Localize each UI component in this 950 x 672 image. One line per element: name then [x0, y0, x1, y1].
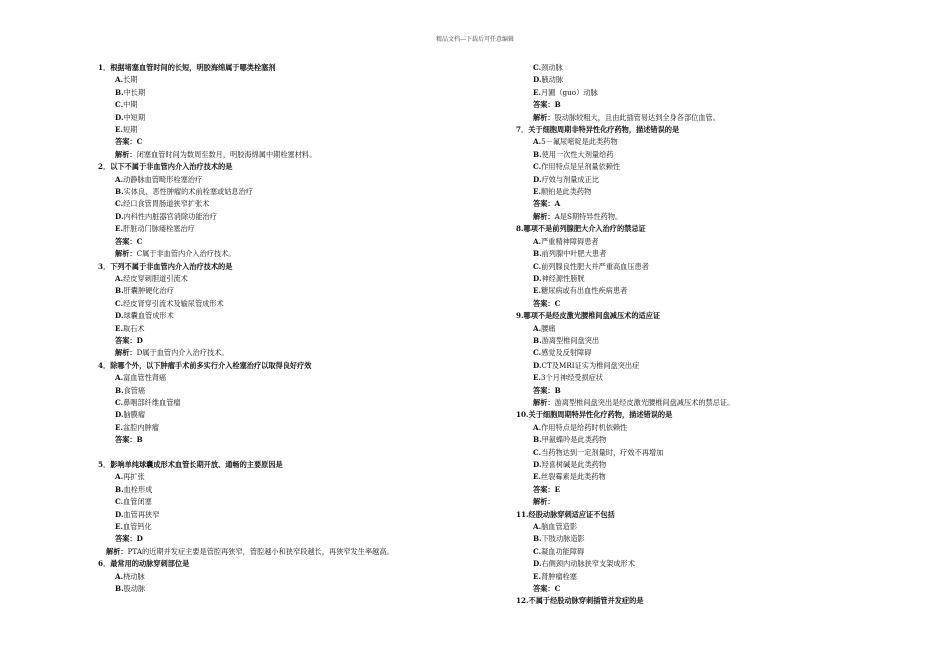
blank-line [98, 447, 438, 459]
option-e: E.肝脏动门脉瘘栓塞治疗 [115, 224, 195, 234]
option-e: E.肾肿瘤栓塞 [533, 571, 577, 581]
option-d: D.右侧颈内动脉狭窄支架成形术 [533, 559, 635, 569]
explanation: 解析：PTA的近期并发症主要是管腔再狭窄，管腔越小和狭窄段越长，再狭窄发生率越高。 [106, 546, 394, 556]
explanation: 解析：C属于非血管内介入治疗技术。 [115, 249, 236, 259]
question-title: 11.经股动脉穿刺适应证不包括 [516, 509, 615, 519]
question-6-continued [516, 62, 861, 124]
option-b: B.食管癌 [115, 385, 146, 395]
option-c: C.前列腺良性肥大并严重高血压患者 [533, 261, 649, 271]
option-b: B.游离型椎间盘突出 [533, 335, 600, 345]
question-3 [98, 261, 438, 360]
question-2 [98, 161, 438, 260]
option-d: D.羟喜树碱是此类药物 [533, 460, 607, 469]
option-a: A.长期 [115, 75, 138, 85]
option-d: D.疗效与剂量成正比 [533, 174, 599, 184]
question-title: 7．关于细胞周期非特异性化疗药物，描述错误的是 [516, 125, 680, 135]
option-c: C.凝血功能障碍 [533, 546, 585, 556]
option-a: A.严重精神障碍患者 [533, 236, 599, 246]
answer: 答案：B [115, 435, 143, 445]
question-6 [98, 558, 438, 595]
answer: 答案：A [533, 199, 561, 209]
question-9 [516, 310, 861, 409]
question-10 [516, 409, 861, 508]
option-e: E.血管钙化 [115, 522, 152, 532]
question-title: 5．影响单纯球囊成形术血管长期开放、通畅的主要原因是 [98, 459, 283, 469]
option-d: D.血管再狭窄 [115, 509, 160, 519]
option-e: E.糖尿病或有出血性疾病患者 [533, 286, 628, 296]
option-e: E.取石术 [115, 323, 145, 333]
option-b: B.下肢动脉造影 [533, 534, 585, 544]
answer: 答案：E [533, 484, 561, 494]
question-title: 9.哪项不是经皮激光腰椎间盘减压术的适应证 [516, 311, 661, 321]
answer: 答案：D [115, 335, 143, 345]
answer: 答案：C [115, 236, 143, 246]
option-a: A.桡动脉 [115, 571, 145, 581]
answer: 答案：C [533, 298, 561, 308]
explanation: 解析：游离型椎间盘突出是经皮激光腰椎间盘减压术的禁忌证。 [533, 397, 735, 407]
answer: 答案：B [533, 385, 561, 395]
option-b: B.使用一次性大剂量给药 [533, 149, 614, 159]
explanation: 解析：D属于血管内介入治疗技术。 [115, 348, 229, 358]
question-11 [516, 509, 861, 596]
explanation: 解析：闭塞血管时间为数周至数月，明胶海绵属中期栓塞材料。 [115, 149, 317, 159]
option-d: D.脑膜瘤 [115, 410, 146, 420]
option-d: D.球囊血管成形术 [115, 311, 174, 321]
option-c: C.颈动脉 [533, 63, 563, 72]
left-column [98, 62, 438, 595]
option-e: E.盆腔内肿瘤 [115, 422, 159, 432]
option-d: D.CT及MRI证实为椎间盘突出症 [533, 360, 640, 370]
option-a: A.5－氟尿嘧啶是此类药物 [533, 137, 618, 147]
option-e: E.短期 [115, 125, 138, 135]
question-5 [98, 459, 438, 558]
option-e: E.月圃（guo）动脉 [533, 87, 598, 97]
option-c: C.血管闭塞 [115, 497, 152, 507]
page-header: 精品文档---下载后可任意编辑 [435, 36, 515, 43]
question-8 [516, 223, 861, 310]
question-7 [516, 124, 861, 223]
option-d: D.内科性内脏器官消除功能治疗 [115, 211, 217, 221]
question-title: 12.不属于经股动脉穿刺插管并发症的是 [516, 596, 644, 606]
option-b: B.实体良、恶性肿瘤的术前栓塞或姑息治疗 [115, 187, 253, 197]
option-a: A.富血管性肾癌 [115, 373, 167, 383]
option-d: D.中短期 [115, 112, 146, 122]
option-b: B.甲氨蝶呤是此类药物 [533, 435, 607, 445]
option-a: A.经皮穿刺胆道引流术 [115, 273, 188, 283]
option-e: E.顺铂是此类药物 [533, 187, 592, 197]
option-d: D.神经源性膀胱 [533, 273, 585, 283]
question-title: 4．除哪个外，以下肿瘤手术前多实行介入栓塞治疗以取得良好疗效 [98, 360, 312, 370]
option-a: A.再扩张 [115, 472, 145, 482]
option-e: E.3个月神经受损症状 [533, 373, 604, 383]
option-a: A.脑血管造影 [533, 522, 578, 532]
option-b: B.前列腺中叶肥大患者 [533, 249, 607, 259]
option-a: A.动静脉血管畸形栓塞治疗 [115, 174, 203, 184]
question-1 [98, 62, 438, 161]
option-c: C.中期 [115, 100, 138, 110]
option-a: A.腰痛 [533, 323, 556, 333]
option-c: C.鼻咽部纤维血管瘤 [115, 397, 181, 407]
answer: 答案：D [115, 534, 143, 544]
option-c: C.经口食管胃肠道狭窄扩张术 [115, 199, 210, 209]
question-4 [98, 360, 438, 447]
answer: 答案：C [533, 584, 561, 594]
option-b: B.肝囊肿硬化治疗 [115, 286, 174, 296]
option-c: C.作用特点是呈剂量依赖性 [533, 162, 621, 172]
option-c: C.感觉及反射障碍 [533, 348, 592, 358]
right-column [516, 62, 861, 608]
option-b: B.股动脉 [115, 584, 146, 594]
option-b: B.中长期 [115, 87, 146, 97]
explanation: 解析：A是S期特异性药物。 [533, 211, 623, 221]
question-title: 6．最常用的动脉穿刺部位是 [98, 559, 190, 569]
option-c: C.当药物达到一定剂量时，疗效不再增加 [533, 447, 664, 457]
answer: 答案：B [533, 100, 561, 110]
question-12 [516, 595, 861, 607]
option-a: A.作用特点是给药时机依赖性 [533, 422, 628, 432]
option-c: C.经皮肾穿引流术及输尿管成形术 [115, 298, 224, 308]
option-b: B.血栓形成 [115, 484, 153, 494]
question-title: 10.关于细胞周期特异性化疗药物，描述错误的是 [516, 410, 673, 420]
question-title: 2．以下不属于非血管内介入治疗技术的是 [98, 162, 233, 172]
explanation: 解析： [533, 497, 555, 507]
question-title: 1．根据堵塞血管时间的长短，明胶海绵属于哪类栓塞剂 [98, 63, 276, 72]
option-e: E.丝裂霉素是此类药物 [533, 472, 606, 482]
explanation: 解析：股动脉较粗大，且由此插管易达到全身各部位血管。 [533, 112, 720, 122]
answer: 答案：C [115, 137, 143, 147]
question-title: 8.哪项不是前列腺肥大介入治疗的禁忌证 [516, 224, 646, 234]
option-d: D.腋动脉 [533, 75, 564, 85]
question-title: 3．下列不属于非血管内介入治疗技术的是 [98, 261, 233, 271]
